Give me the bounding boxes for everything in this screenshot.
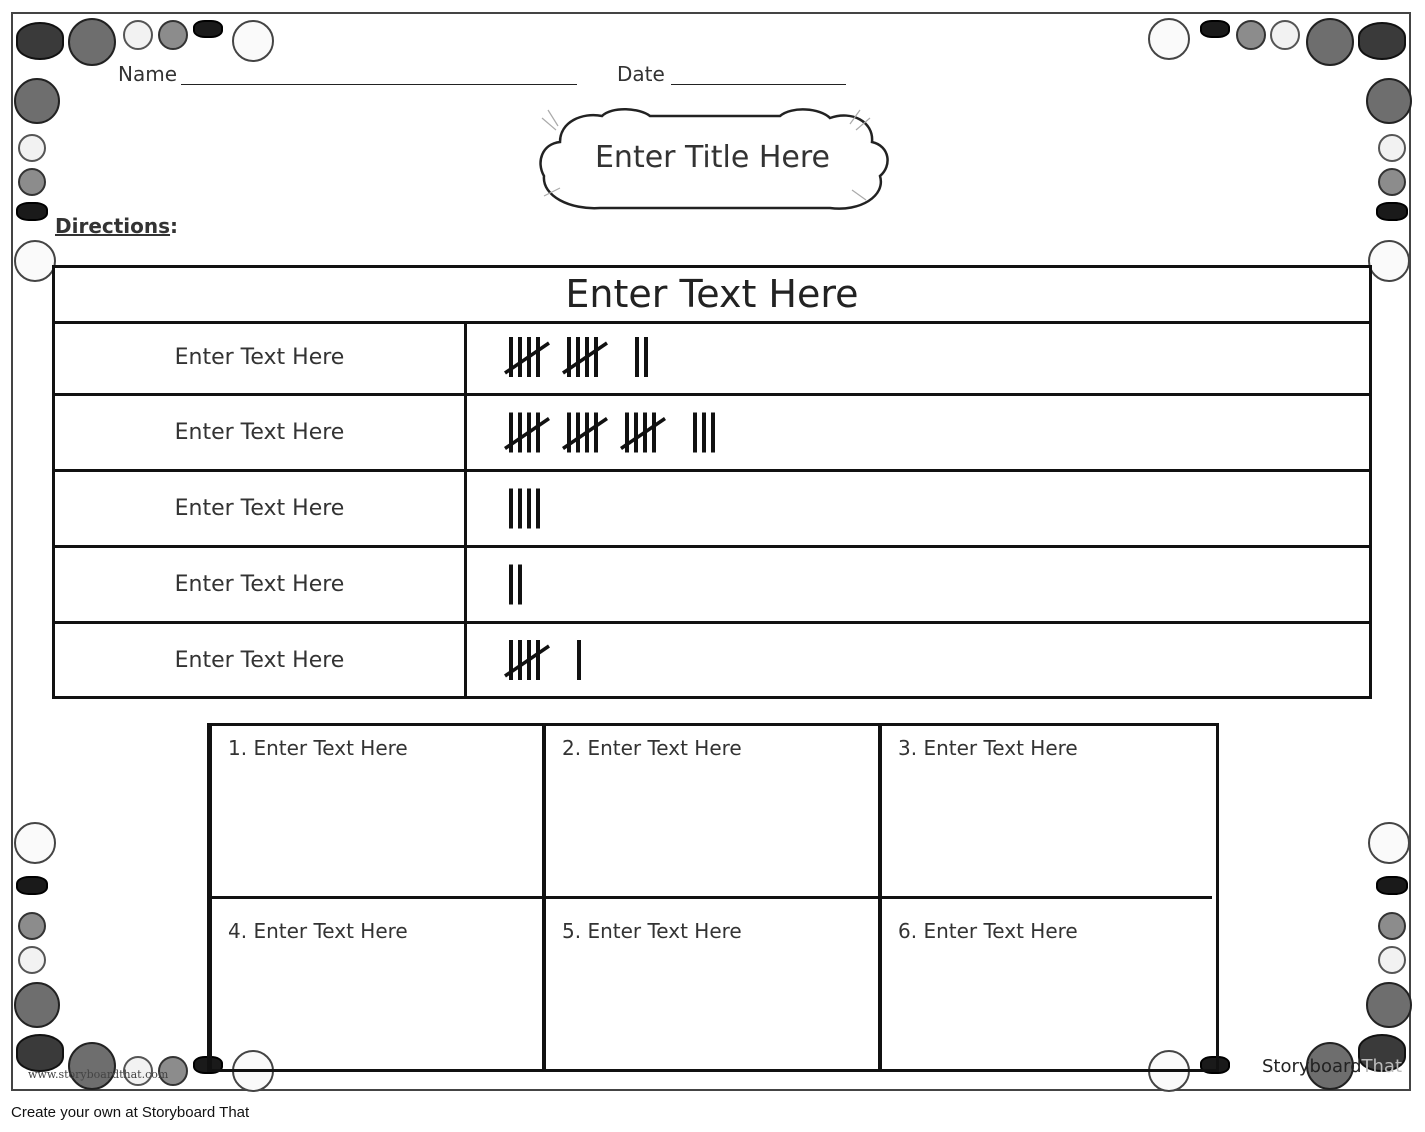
tally-svg <box>467 548 1067 621</box>
question-label: 2. Enter Text Here <box>562 736 742 760</box>
tally-svg <box>467 472 1067 545</box>
tally-table-header[interactable]: Enter Text Here <box>55 268 1369 324</box>
volleyball-icon <box>1368 822 1410 864</box>
hockey-puck-icon <box>1200 20 1230 38</box>
tally-category[interactable]: Enter Text Here <box>55 396 467 469</box>
tennis-ball-icon <box>1378 168 1406 196</box>
tally-row <box>55 548 1369 624</box>
date-field[interactable] <box>671 84 846 85</box>
volleyball-icon <box>1148 18 1190 60</box>
football-icon <box>16 22 64 60</box>
tally-marks <box>467 396 1369 469</box>
basketball-icon <box>1366 78 1412 124</box>
question-box[interactable] <box>882 726 1212 899</box>
volleyball-icon <box>232 20 274 62</box>
volleyball-icon <box>14 822 56 864</box>
tally-row <box>55 472 1369 548</box>
basketball-icon <box>14 982 60 1028</box>
baseball-icon <box>18 946 46 974</box>
name-field[interactable] <box>181 84 577 85</box>
tennis-ball-icon <box>18 912 46 940</box>
hockey-puck-icon <box>1376 202 1408 221</box>
question-box[interactable] <box>882 899 1212 1069</box>
name-label: Name <box>118 62 178 86</box>
brand-part2: That <box>1361 1056 1403 1077</box>
volleyball-icon <box>1368 240 1410 282</box>
tally-table <box>52 265 1372 699</box>
hockey-puck-icon <box>193 20 223 38</box>
tennis-ball-icon <box>1236 20 1266 50</box>
hockey-puck-icon <box>16 876 48 895</box>
tally-category[interactable]: Enter Text Here <box>55 472 467 545</box>
basketball-icon <box>1366 982 1412 1028</box>
question-box[interactable] <box>546 899 882 1069</box>
tally-row <box>55 396 1369 472</box>
hockey-puck-icon <box>16 202 48 221</box>
tally-marks <box>467 472 1369 545</box>
footer-credit[interactable]: Create your own at Storyboard That <box>11 1104 250 1121</box>
date-label: Date <box>617 62 665 86</box>
tally-marks <box>467 321 1369 393</box>
basketball-icon <box>68 18 116 66</box>
question-box[interactable] <box>212 899 546 1069</box>
tennis-ball-icon <box>1378 912 1406 940</box>
tally-marks <box>467 624 1369 696</box>
basketball-icon <box>1306 18 1354 66</box>
tennis-ball-icon <box>158 20 188 50</box>
tally-category[interactable]: Enter Text Here <box>55 548 467 621</box>
tally-svg <box>467 396 1067 469</box>
question-grid <box>207 723 1219 1072</box>
question-box[interactable] <box>546 726 882 899</box>
directions-label: Directions <box>55 214 171 238</box>
brand-part1: Storyboard <box>1262 1056 1362 1077</box>
question-label: 1. Enter Text Here <box>228 736 408 760</box>
tally-row <box>55 321 1369 396</box>
baseball-icon <box>18 134 46 162</box>
question-label: 6. Enter Text Here <box>898 919 1078 943</box>
directions-heading <box>55 214 178 238</box>
storyboard-that-logo <box>1262 1056 1402 1077</box>
watermark-url: www.storyboardthat.com <box>28 1068 169 1081</box>
basketball-icon <box>14 78 60 124</box>
tally-row <box>55 624 1369 696</box>
tally-category[interactable]: Enter Text Here <box>55 624 467 696</box>
question-label: 4. Enter Text Here <box>228 919 408 943</box>
tennis-ball-icon <box>18 168 46 196</box>
football-icon <box>1358 22 1406 60</box>
question-label: 3. Enter Text Here <box>898 736 1078 760</box>
football-icon <box>16 1034 64 1072</box>
question-box[interactable] <box>212 726 546 899</box>
hockey-puck-icon <box>1376 876 1408 895</box>
tally-category[interactable]: Enter Text Here <box>55 321 467 393</box>
directions-colon: : <box>170 214 179 238</box>
baseball-icon <box>123 20 153 50</box>
basketball-icon <box>68 1042 116 1090</box>
tally-svg <box>467 624 1067 696</box>
tally-svg <box>467 321 1067 393</box>
baseball-icon <box>1270 20 1300 50</box>
worksheet-title[interactable]: Enter Title Here <box>594 140 831 175</box>
baseball-icon <box>1378 946 1406 974</box>
tally-marks <box>467 548 1369 621</box>
question-label: 5. Enter Text Here <box>562 919 742 943</box>
volleyball-icon <box>14 240 56 282</box>
baseball-icon <box>1378 134 1406 162</box>
